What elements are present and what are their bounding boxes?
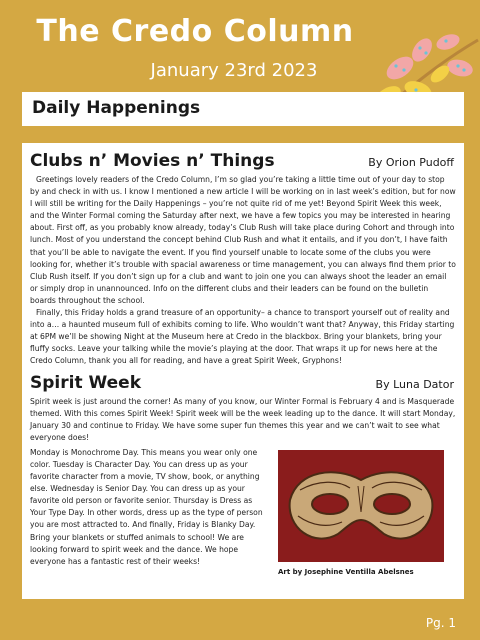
article-panel [22, 143, 464, 599]
artwork-caption: Art by Josephine Ventilla Abelsnes [278, 567, 414, 576]
section-banner [22, 92, 464, 126]
article-paragraph: Greetings lovely readers of the Credo Column, I’m so glad you’re taking a little time out of your day to stop by and check in with us. I know I mentioned a new article I will be working on in last week’s edition, but for now I will still be writing for the Daily Happenings – you’re not quite rid of me yet! Beyond Spirit Week this week, and the Winter Formal coming the Saturday after next, we have a few topics you may be interested in hearing about. First off, as you probably know already, today’s Club Rush will take place during Cohort and through into lunch. Most of you understand the concept behind Club Rush and what it entails, and if you don’t, I have faith that you’ll be able to navigate the event. If you find yourself unable to locate some of the clubs you were looking for, whether it’s trouble with spacial awareness or time management, you can always find them prior to Club Rush itself. If you don’t sign up for a club and want to join one you can always shoot the leader an email or simply drop in unannounced. Info on the different clubs and their leaders can be found on the bulletin boards throughout the school. [30, 175, 456, 305]
article-header [30, 151, 456, 171]
issue-date: January 23rd 2023 [150, 60, 318, 81]
article-header [30, 373, 456, 393]
article-paragraph: Monday is Monochrome Day. This means you wear only one color. Tuesday is Character Day. You can dress up as your favorite character from a movie, TV show, book, or anything else. Wednesday is Senior Day. You can dress up as your favorite old person or favorite senior. Thursday is Dress as Your Type Day. In other words, dress up as the type of person you are most attracted to. And finally, Friday is Blanky Day. Bring your blankets or stuffed animals to school! We are looking forward to spirit week and the dance. We hope everyone has a fantastic rest of their weeks! [30, 447, 263, 566]
article-byline: By Orion Pudoff [368, 156, 454, 169]
article-paragraph: Spirit week is just around the corner! As many of you know, our Winter Formal is February 4 and is Masquerade themed. With this comes Spirit Week! Spirit week will be the week leading up to the dance. It will start Monday, January 30 and continue to Friday. We have some super fun themes this year and we can’t wait to see what everyone does! [30, 396, 456, 442]
section-title: Daily Happenings [32, 98, 201, 118]
article-headline: Spirit Week [30, 372, 142, 393]
newsletter-title: The Credo Column [36, 14, 354, 49]
masquerade-mask-icon [278, 450, 444, 562]
article-paragraph: Finally, this Friday holds a grand treasure of an opportunity– a chance to transport yourself out of reality and into a… a haunted museum full of exhibits coming to life. Who wouldn’t want that? Anyway, this Friday starting at 6PM we’ll be showing Night at the Museum here at Credo in the blackbox. Bring your blankets, bring your fluffy socks. Leave your talking while the movie’s playing at the door. That wraps it up for news here at the Credo Column, thank you all for reading, and have a great Spirit Week, Gryphons! [30, 308, 455, 366]
spirit-week-details [30, 447, 456, 576]
article-headline: Clubs n’ Movies n’ Things [30, 151, 275, 171]
artwork-figure [278, 447, 444, 576]
article-byline: By Luna Dator [375, 377, 454, 391]
page-number: Pg. 1 [425, 616, 456, 630]
